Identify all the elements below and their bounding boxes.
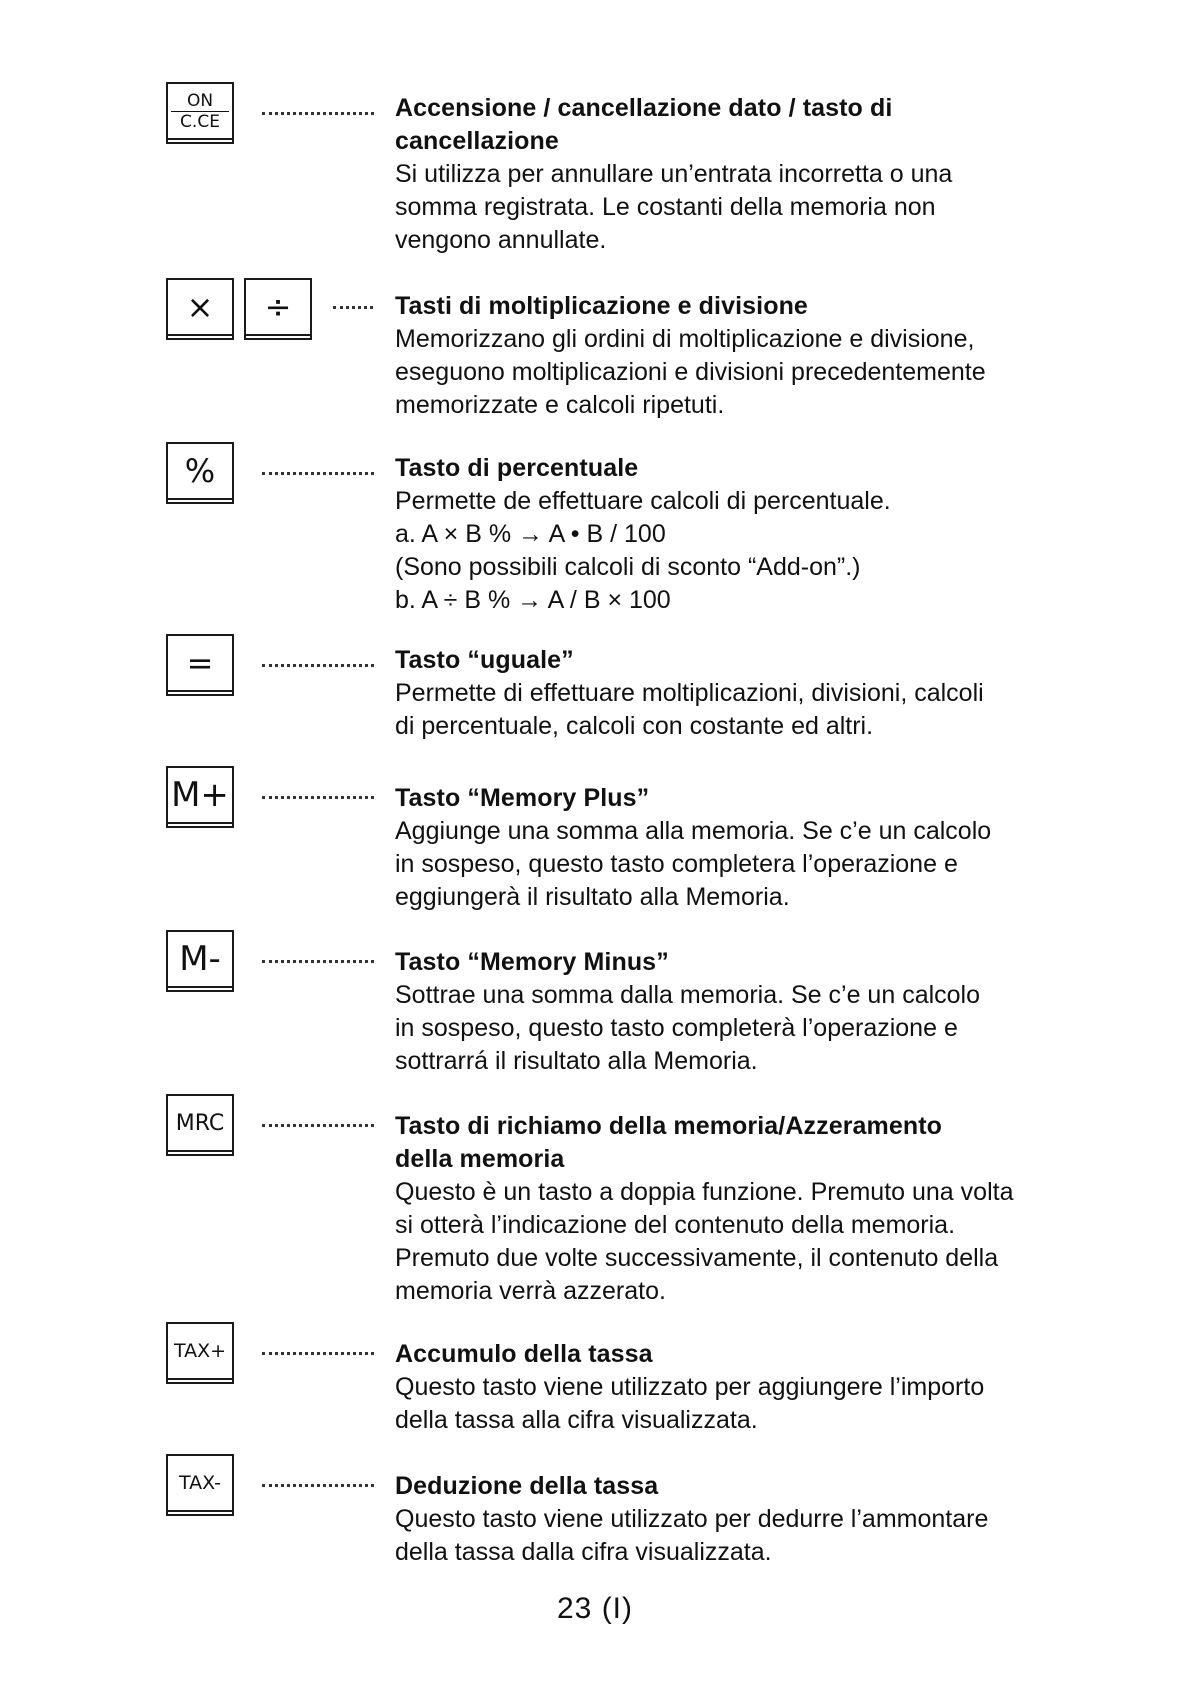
divide-key xyxy=(244,278,312,336)
entry-description: Permette de effettuare calcoli di percentuale. a. A × B % → A • B / 100 (Sono possibili calcoli di sconto “Add-on”.) b. A ÷ B % → A / B × 100 xyxy=(395,487,891,614)
tax-minus-key xyxy=(166,1454,234,1512)
memory-minus-key xyxy=(166,930,234,988)
entry-description: Aggiunge una somma alla memoria. Se c’e un calcolo in sospeso, questo tasto completera l’operazione e eggiungerà il risultato alla Memoria. xyxy=(395,817,992,911)
entry-text xyxy=(395,452,1035,617)
leader-dots xyxy=(262,96,374,115)
on-cce-key xyxy=(166,82,234,140)
entry-title: Tasti di moltiplicazione e divisione xyxy=(395,292,808,320)
leader-dots xyxy=(262,780,374,799)
equals-key xyxy=(166,634,234,692)
leader-dots xyxy=(262,1336,374,1355)
leader-dots xyxy=(262,456,374,475)
entry-title: Deduzione della tassa xyxy=(395,1472,659,1500)
cce-label: C.CE xyxy=(180,111,220,132)
entry-title: Tasto “uguale” xyxy=(395,646,574,674)
entry-title: Tasto “Memory Plus” xyxy=(395,784,650,812)
page-number: 23 (I) xyxy=(556,1592,634,1625)
entry-description: Questo è un tasto a doppia funzione. Premuto una volta si otterà l’indicazione del contenuto della memoria. Premuto due volte successivamente, il contenuto della memoria verrà azzerato. xyxy=(395,1178,1014,1305)
percent-icon: % xyxy=(184,452,216,490)
entry-description: Memorizzano gli ordini di moltiplicazione e divisione, eseguono moltiplicazioni e divisioni precedentemente memorizzate e calcoli ripetuti. xyxy=(395,325,986,419)
entry-text xyxy=(395,1338,1035,1437)
on-label: ON xyxy=(186,90,214,111)
leader-dots xyxy=(333,290,373,309)
entry-title: Tasto di richiamo della memoria/Azzeramento della memoria xyxy=(395,1112,943,1173)
entry-text xyxy=(395,92,1035,257)
entry-description: Questo tasto viene utilizzato per aggiungere l’importo della tassa alla cifra visualizzata. xyxy=(395,1373,985,1434)
entry-description: Permette di effettuare moltiplicazioni, divisioni, calcoli di percentuale, calcoli con costante ed altri. xyxy=(395,679,984,740)
leader-dots xyxy=(262,1468,374,1487)
divide-icon: ÷ xyxy=(264,288,292,326)
percent-key xyxy=(166,442,234,500)
multiply-icon: × xyxy=(186,288,214,326)
memory-plus-label: M+ xyxy=(171,775,229,815)
leader-dots xyxy=(262,944,374,963)
multiply-key xyxy=(166,278,234,336)
tax-minus-label: TAX- xyxy=(178,1472,222,1494)
entry-title: Tasto “Memory Minus” xyxy=(395,948,669,976)
entry-text xyxy=(395,782,1035,914)
memory-minus-label: M- xyxy=(179,939,221,979)
leader-dots xyxy=(262,1108,374,1127)
leader-dots xyxy=(262,648,374,667)
memory-recall-label: MRC xyxy=(175,1110,225,1136)
equals-icon: = xyxy=(186,644,214,682)
entry-description: Si utilizza per annullare un’entrata incorretta o una somma registrata. Le costanti della memoria non vengono annullate. xyxy=(395,160,953,254)
entry-text xyxy=(395,644,1035,743)
entry-title: Accensione / cancellazione dato / tasto di cancellazione xyxy=(395,94,893,155)
entry-text xyxy=(395,1470,1035,1569)
memory-plus-key xyxy=(166,766,234,824)
entry-description: Sottrae una somma dalla memoria. Se c’e un calcolo in sospeso, questo tasto completerà l’operazione e sottrarrá il risultato alla Memoria. xyxy=(395,981,981,1075)
entry-title: Accumulo della tassa xyxy=(395,1340,653,1368)
entry-title: Tasto di percentuale xyxy=(395,454,639,482)
entry-text xyxy=(395,1110,1035,1308)
entry-text xyxy=(395,946,1035,1078)
entry-description: Questo tasto viene utilizzato per dedurre l’ammontare della tassa dalla cifra visualizzata. xyxy=(395,1505,989,1566)
tax-plus-key xyxy=(166,1322,234,1380)
tax-plus-label: TAX+ xyxy=(173,1340,227,1362)
entry-text xyxy=(395,290,1035,422)
memory-recall-key xyxy=(166,1094,234,1152)
